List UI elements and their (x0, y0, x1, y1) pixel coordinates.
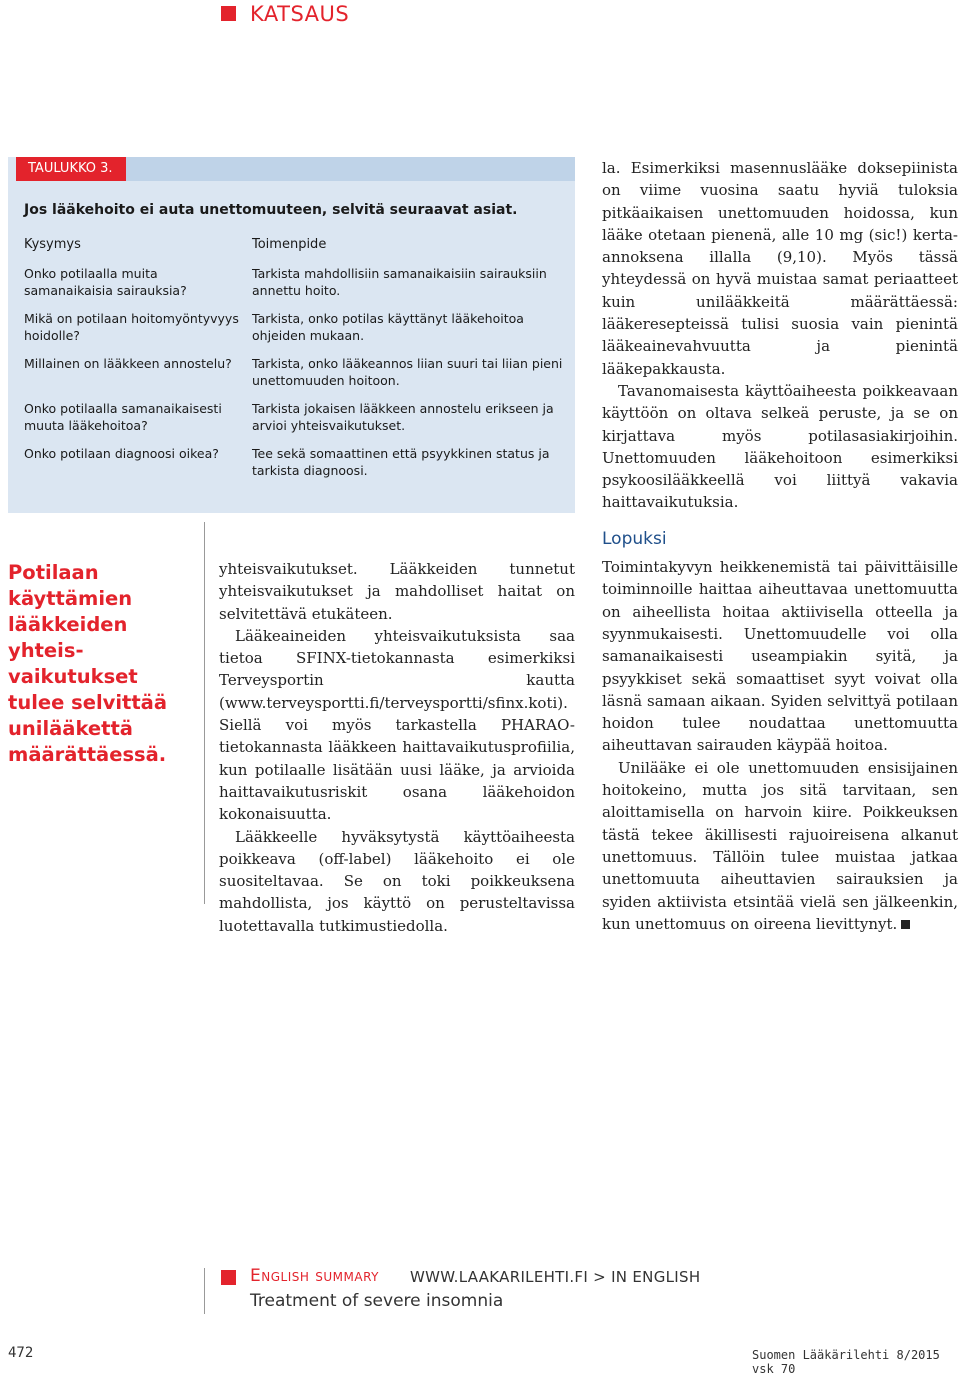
table-cell-action: Tarkista, onko lääkeannos liian suuri tai liian pieni unettomuuden hoitoon. (252, 356, 563, 388)
pull-quote: Potilaan käyttämien lääkkeiden yhteisvaikutukset tulee selvittää unilääkettä määrättäessä. (8, 561, 167, 766)
paragraph: Lääkkeelle hyväksytystä käyttöaiheesta poikkeava (off-label) lääkehoito ei ole suositeltavaa. Se on toki poikkeuksena mahdollista, jos käyttö on perusteltavissa luotettavalla tutkimustiedolla. (219, 827, 575, 935)
paragraph: Unilääke ei ole unettomuuden ensisijainen hoitokeino, mutta jos sitä tarvitaan, sen aloittamisella on harvoin kiire. Poikkeuksen tästä tekee äkillisesti rajuoireisena alkanut unettomuus. Tällöin tulee muistaa jatkaa unettomuuta aiheuttavien sairauksien ja syiden aktiivista etsintää vielä sen jälkeenkin, kun unettomuus on oireena lievittynyt. (602, 758, 958, 933)
paragraph: la. Esimerkiksi masennuslääke doksepiinista on viime vuosina saatu hyviä tuloksia pitkäaikaisen unettomuuden hoidossa, kun lääke otetaan pienenä, alle 10 mg (sic!) kerta-annoksena illalla (9,10). Myös tässä yhteydessä on hyvä muistaa samat periaatteet kuin unilääkkeitä määrättäessä: lääkeresepteissä tulisi suosia vain pienintä lääkeainevahvuutta ja pienintä lääkepakkausta. (602, 159, 958, 378)
table-cell-question: Onko potilaalla samanaikaisesti muuta lääkehoitoa? (24, 401, 222, 433)
summary-marker-icon (221, 1270, 236, 1285)
table-label: TAULUKKO 3. (16, 157, 126, 181)
table-label-strip (126, 157, 575, 181)
english-summary-label: English summary (250, 1266, 380, 1286)
end-mark-icon (901, 920, 910, 929)
table-cell-question: Millainen on lääkkeen annostelu? (24, 356, 232, 371)
table-cell-action: Tarkista jokaisen lääkkeen annostelu erikseen ja arvioi yhteisvaikutukset. (252, 401, 554, 433)
paragraph: Toimintakyvyn heikkenemistä tai päivittäisille toiminnoille haittaa aiheuttavaa unettomuutta on aiheellista hoitaa aktiivisella otteella ja syynmukaisesti. Unettomuudelle voi olla samanaikaisesti useampiakin syitä, ja psyykkiset sekä somaattiset syyt voivat olla läsnä samaan aikaan. Syiden selvittyä potilaan hoidon tulee noudattaa unettomuutta aiheuttavan sairauden käypää hoitoa. (602, 558, 958, 755)
table-cell-question: Onko potilaan diagnoosi oikea? (24, 446, 219, 461)
table-cell-action: Tarkista, onko potilas käyttänyt lääkehoitoa ohjeiden mukaan. (252, 311, 524, 343)
section-marker-icon (221, 6, 236, 21)
section-title: KATSAUS (250, 2, 350, 26)
table-title: Jos lääkehoito ei auta unettomuuteen, selvitä seuraavat asiat. (24, 202, 518, 218)
english-summary-link[interactable]: WWW.LAAKARILEHTI.FI > IN ENGLISH (410, 1268, 701, 1286)
section-heading: Lopuksi (602, 528, 667, 549)
journal-footer: Suomen Lääkärilehti 8/2015 vsk 70 (752, 1348, 940, 1376)
table-cell-question: Onko potilaalla muita samanaikaisia sairauksia? (24, 266, 187, 298)
english-summary-title: Treatment of severe insomnia (250, 1291, 504, 1311)
paragraph: yhteisvaikutukset. Lääkkeiden tunnetut yhteisvaikutukset ja mahdolliset haitat on selvitettävä etukäteen. (219, 560, 575, 623)
body-column-middle (219, 558, 575, 937)
table-cell-action: Tee sekä somaattinen että psyykkinen status ja tarkista diagnoosi. (252, 446, 550, 478)
table-cell-question: Mikä on potilaan hoitomyöntyvyys hoidolle? (24, 311, 239, 343)
table-cell-action: Tarkista mahdollisiin samanaikaisiin sairauksiin annettu hoito. (252, 266, 547, 298)
column-divider (204, 1268, 205, 1314)
body-column-right (602, 157, 958, 935)
table-header-action: Toimenpide (252, 237, 327, 252)
table-3 (8, 157, 575, 513)
paragraph: Tavanomaisesta käyttöaiheesta poikkeavaan käyttöön on oltava selkeä peruste, ja se on kirjattava myös potilasasiakirjoihin. Unettomuuden lääkehoitoon esimerkiksi psykoosilääkkeellä voi liittyä vakavia haittavaikutuksia. (602, 381, 958, 512)
paragraph: Lääkeaineiden yhteisvaikutuksista saa tietoa SFINX-tietokannasta esimerkiksi Terveysportin kautta (www.terveysportti.fi/terveysportti/sfinx.koti). Siellä voi myös tarkastella PHARAO-tietokannasta lääkkeen haittavaikutusprofiilia, kun potilaalle lisätään uusi lääke, ja arvioida haittavaikutusriskit osana lääkehoidon kokonaisuutta. (219, 626, 575, 824)
table-header-question: Kysymys (24, 237, 81, 252)
column-divider (204, 522, 205, 904)
page-number: 472 (8, 1345, 34, 1361)
